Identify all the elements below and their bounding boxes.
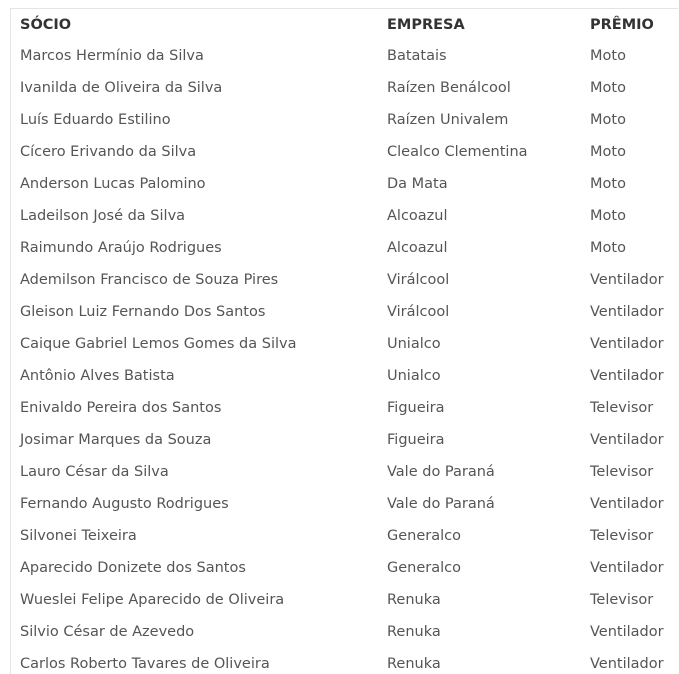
table-row bbox=[11, 104, 678, 136]
cell-premio: Moto bbox=[590, 80, 626, 96]
cell-premio: Moto bbox=[590, 112, 626, 128]
cell-socio: Silvio César de Azevedo bbox=[20, 624, 195, 640]
cell-socio: Aparecido Donizete dos Santos bbox=[20, 560, 246, 576]
cell-empresa: Batatais bbox=[387, 48, 447, 64]
cell-premio: Ventilador bbox=[590, 656, 664, 672]
cell-empresa: Renuka bbox=[387, 624, 441, 640]
cell-premio: Ventilador bbox=[590, 496, 664, 512]
table-row bbox=[11, 360, 678, 392]
table-row bbox=[11, 200, 678, 232]
cell-empresa: Generalco bbox=[387, 560, 461, 576]
table-row bbox=[11, 584, 678, 616]
cell-empresa: Figueira bbox=[387, 432, 445, 448]
winners-table bbox=[11, 9, 678, 674]
table-row bbox=[11, 520, 678, 552]
table-row bbox=[11, 552, 678, 584]
column-header-socio: SÓCIO bbox=[20, 16, 72, 33]
cell-empresa: Vale do Paraná bbox=[387, 464, 495, 480]
cell-empresa: Raízen Univalem bbox=[387, 112, 509, 128]
cell-premio: Ventilador bbox=[590, 432, 664, 448]
cell-premio: Moto bbox=[590, 176, 626, 192]
cell-socio: Cícero Erivando da Silva bbox=[20, 144, 197, 160]
cell-socio: Ladeilson José da Silva bbox=[20, 208, 186, 224]
table-row bbox=[11, 40, 678, 72]
cell-socio: Josimar Marques da Souza bbox=[20, 432, 212, 448]
cell-premio: Ventilador bbox=[590, 624, 664, 640]
table-row bbox=[11, 616, 678, 648]
cell-socio: Lauro César da Silva bbox=[20, 464, 169, 480]
cell-empresa: Alcoazul bbox=[387, 208, 448, 224]
cell-premio: Ventilador bbox=[590, 272, 664, 288]
cell-empresa: Virálcool bbox=[387, 304, 450, 320]
table-row bbox=[11, 456, 678, 488]
cell-empresa: Renuka bbox=[387, 656, 441, 672]
cell-empresa: Renuka bbox=[387, 592, 441, 608]
table-row bbox=[11, 648, 678, 674]
table-row bbox=[11, 488, 678, 520]
table-header-row bbox=[11, 9, 678, 40]
cell-empresa: Vale do Paraná bbox=[387, 496, 495, 512]
cell-socio: Anderson Lucas Palomino bbox=[20, 176, 206, 192]
cell-empresa: Unialco bbox=[387, 336, 441, 352]
cell-empresa: Clealco Clementina bbox=[387, 144, 528, 160]
column-header-premio: PRÊMIO bbox=[590, 16, 654, 33]
cell-premio: Ventilador bbox=[590, 304, 664, 320]
cell-premio: Moto bbox=[590, 240, 626, 256]
cell-premio: Ventilador bbox=[590, 336, 664, 352]
table-body bbox=[11, 40, 678, 674]
cell-socio: Raimundo Araújo Rodrigues bbox=[20, 240, 222, 256]
cell-premio: Moto bbox=[590, 144, 626, 160]
cell-socio: Wueslei Felipe Aparecido de Oliveira bbox=[20, 592, 285, 608]
cell-socio: Enivaldo Pereira dos Santos bbox=[20, 400, 222, 416]
cell-socio: Luís Eduardo Estilino bbox=[20, 112, 171, 128]
table-row bbox=[11, 328, 678, 360]
cell-premio: Ventilador bbox=[590, 368, 664, 384]
cell-premio: Televisor bbox=[590, 400, 654, 416]
table-row bbox=[11, 296, 678, 328]
cell-socio: Marcos Hermínio da Silva bbox=[20, 48, 204, 64]
cell-premio: Televisor bbox=[590, 464, 654, 480]
cell-socio: Caique Gabriel Lemos Gomes da Silva bbox=[20, 336, 297, 352]
cell-socio: Silvonei Teixeira bbox=[20, 528, 137, 544]
cell-socio: Ademilson Francisco de Souza Pires bbox=[20, 272, 279, 288]
table-row bbox=[11, 264, 678, 296]
cell-empresa: Unialco bbox=[387, 368, 441, 384]
table-row bbox=[11, 72, 678, 104]
cell-premio: Ventilador bbox=[590, 560, 664, 576]
cell-socio: Carlos Roberto Tavares de Oliveira bbox=[20, 656, 270, 672]
table-row bbox=[11, 232, 678, 264]
cell-empresa: Alcoazul bbox=[387, 240, 448, 256]
table-row bbox=[11, 424, 678, 456]
column-header-empresa: EMPRESA bbox=[387, 16, 465, 33]
cell-socio: Gleison Luiz Fernando Dos Santos bbox=[20, 304, 266, 320]
cell-empresa: Raízen Benálcool bbox=[387, 80, 511, 96]
cell-empresa: Virálcool bbox=[387, 272, 450, 288]
cell-socio: Ivanilda de Oliveira da Silva bbox=[20, 80, 223, 96]
cell-premio: Televisor bbox=[590, 528, 654, 544]
cell-empresa: Da Mata bbox=[387, 176, 448, 192]
winners-table-container bbox=[10, 8, 678, 674]
cell-socio: Fernando Augusto Rodrigues bbox=[20, 496, 229, 512]
table-row bbox=[11, 392, 678, 424]
cell-socio: Antônio Alves Batista bbox=[20, 368, 175, 384]
table-row bbox=[11, 136, 678, 168]
table-row bbox=[11, 168, 678, 200]
cell-empresa: Figueira bbox=[387, 400, 445, 416]
cell-premio: Moto bbox=[590, 208, 626, 224]
cell-premio: Moto bbox=[590, 48, 626, 64]
cell-premio: Televisor bbox=[590, 592, 654, 608]
cell-empresa: Generalco bbox=[387, 528, 461, 544]
